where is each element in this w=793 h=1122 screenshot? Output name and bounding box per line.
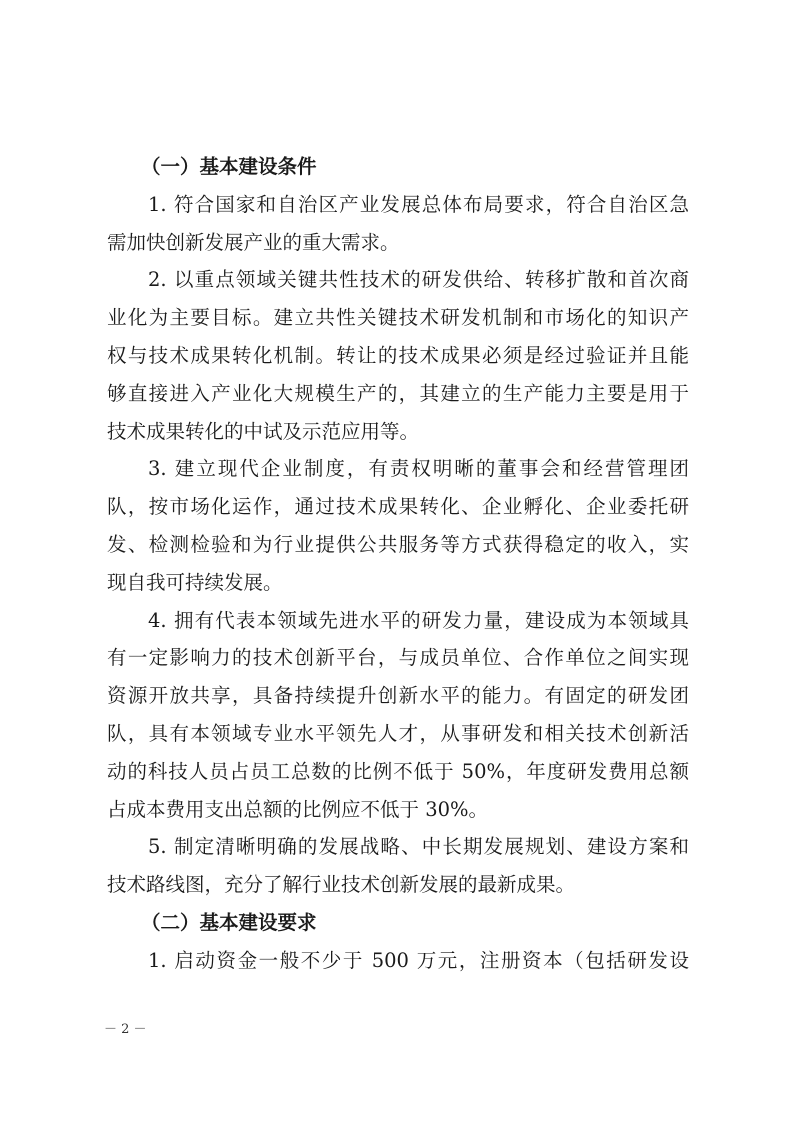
paragraph-5	[107, 828, 689, 904]
paragraph-line: 现自我可持续发展。	[107, 570, 283, 594]
paragraph-line: 队，按市场化运作，通过技术成果转化、企业孵化、企业委托研	[107, 495, 689, 519]
paragraph-line: 1. 启动资金一般不少于 500 万元，注册资本（包括研发设	[148, 948, 689, 972]
paragraph-line: 资源开放共享，具备持续提升创新水平的能力。有固定的研发团	[107, 684, 689, 708]
paragraph-line: 占成本费用支出总额的比例应不低于 30%。	[107, 797, 489, 821]
paragraph-line: 业化为主要目标。建立共性关键技术研发机制和市场化的知识产	[107, 306, 689, 330]
paragraph-3	[107, 450, 689, 601]
paragraph-line: 队，具有本领域专业水平领先人才，从事研发和相关技术创新活	[107, 721, 689, 745]
paragraph-line: 3. 建立现代企业制度，有责权明晰的董事会和经营管理团	[148, 457, 689, 481]
page-number: － 2 －	[104, 1022, 147, 1037]
paragraph-6	[107, 942, 689, 980]
paragraph-line: 1. 符合国家和自治区产业发展总体布局要求，符合自治区急	[148, 192, 689, 216]
section-heading-basic-requirements: （二）基本建设要求	[141, 910, 317, 934]
paragraph-line: 动的科技人员占员工总数的比例不低于 50%，年度研发费用总额	[107, 759, 689, 783]
paragraph-line: 4. 拥有代表本领域先进水平的研发力量，建设成为本领域具	[148, 608, 689, 632]
paragraph-line: 5. 制定清晰明确的发展战略、中长期发展规划、建设方案和	[148, 835, 689, 859]
paragraph-line: 需加快创新发展产业的重大需求。	[107, 230, 400, 254]
section-heading-basic-conditions: （一）基本建设条件	[141, 155, 317, 178]
paragraph-line: 权与技术成果转化机制。转让的技术成果必须是经过验证并且能	[107, 343, 689, 367]
paragraph-1	[107, 186, 689, 262]
paragraph-line: 技术路线图，充分了解行业技术创新发展的最新成果。	[107, 873, 576, 897]
paragraph-line: 够直接进入产业化大规模生产的，其建立的生产能力主要是用于	[107, 381, 689, 405]
paragraph-line: 发、检测检验和为行业提供公共服务等方式获得稳定的收入，实	[107, 532, 689, 556]
paragraph-2	[107, 261, 689, 450]
paragraph-line: 2. 以重点领域关键共性技术的研发供给、转移扩散和首次商	[148, 268, 689, 292]
paragraph-4	[107, 602, 689, 829]
paragraph-line: 技术成果转化的中试及示范应用等。	[107, 419, 420, 443]
paragraph-line: 有一定影响力的技术创新平台，与成员单位、合作单位之间实现	[107, 646, 689, 670]
document-body	[107, 148, 689, 980]
